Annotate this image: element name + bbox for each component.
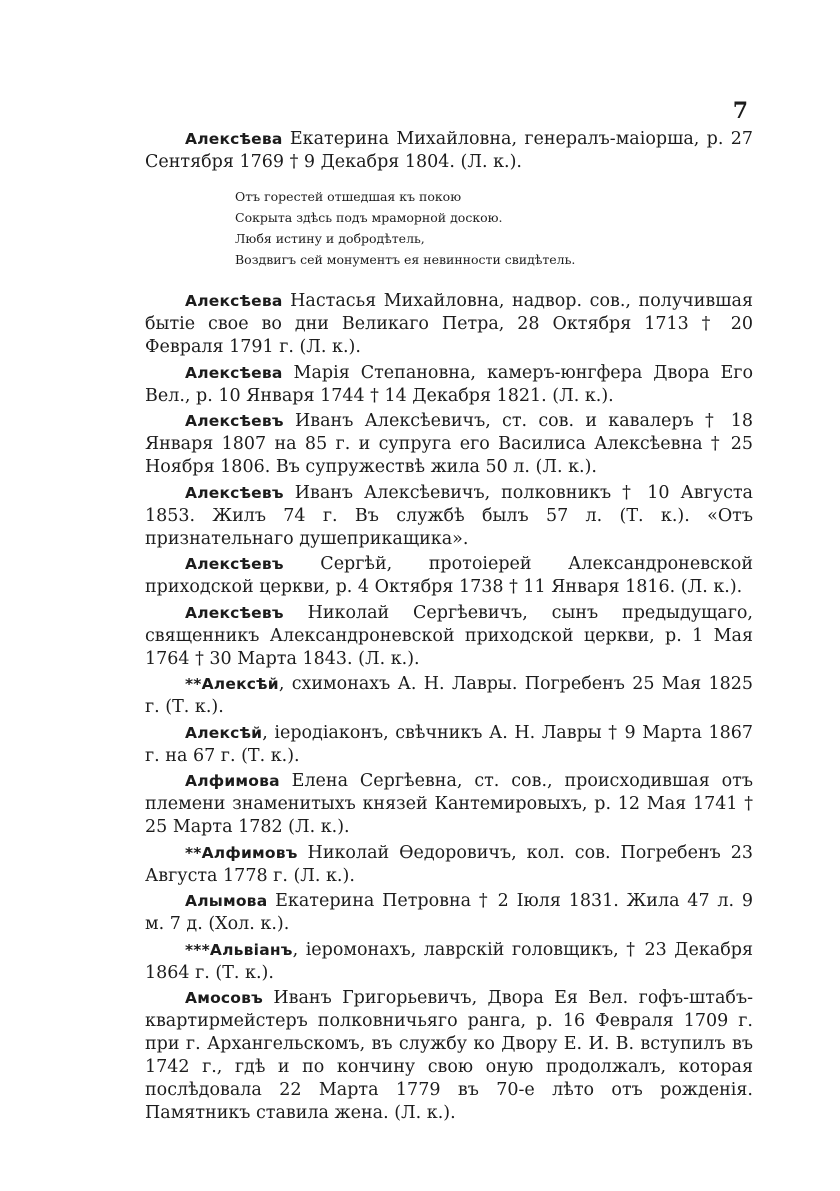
entry-alekseev-nikolai [145,602,753,671]
entry-alekseev-sergei [145,553,753,599]
entry-name: Алексѣевъ [185,483,284,502]
entry-aleksei-ierodiakon [145,722,753,768]
entry-alekseeva-maria [145,362,753,408]
entry-name: Амосовъ [185,989,264,1007]
page-content [145,128,753,1128]
entry-text: Екатерина Михайловна, генералъ-маіорша, р. 27 Сентября 1769 † 9 Декабря 1804. (Л. к.). [145,129,753,172]
entry-name: Алексѣевъ [185,412,284,430]
entry-text: Николай Сергѣевичъ, сынъ предыдущаго, священникъ Александроневской приходской церкви, р. 1 Мая 1764 † 30 Марта 1843. (Л. к.). [145,602,753,669]
entry-text: Иванъ Алексѣевичъ, полковникъ † 10 Августа 1853. Жилъ 74 г. Въ службѣ былъ 57 л. (Т. к.). «Отъ признательнаго душеприкащика». [145,482,753,549]
epitaph-line: Воздвигъ сей монументъ ея невинности свидѣтель. [235,252,576,267]
entry-text: , схимонахъ А. Н. Лавры. Погребенъ 25 Мая 1825 г. (Т. к.). [145,674,753,717]
entry-name: ***Альвіанъ [185,940,293,959]
entry-text: Настасья Михайловна, надвор. сов., получившая бытіе свое во дни Великаго Петра, 28 Октября 1713 † 20 Февраля 1791 г. (Л. к.). [145,291,753,357]
entry-name: Алексѣевъ [185,603,284,622]
entry-name: Алексѣй [185,723,263,742]
entry-alfimov-nikolai [145,842,753,888]
entry-alfimova-elena [145,770,753,839]
entry-alekseev-ivan-1 [145,410,753,479]
entry-name: Алексѣева [185,130,283,148]
entry-text: Сергѣй, протоіерей Александроневской приходской церкви, р. 4 Октября 1738 † 11 Января 1816. (Л. к.). [145,554,753,597]
entry-amosov-ivan [145,987,753,1125]
epitaph-line: Отъ горестей отшедшая къ покою [235,189,462,204]
epitaph-line: Любя истину и добродѣтель, [235,231,425,246]
entry-text: Николай Ѳедоровичъ, кол. сов. Погребенъ 23 Августа 1778 г. (Л. к.). [145,842,753,886]
entry-text: Марія Степановна, камеръ-юнгфера Двора Его Вел., р. 10 Января 1744 † 14 Декабря 1821. (Л. к.). [145,362,753,406]
entry-text: Елена Сергѣевна, ст. сов., происходившая отъ племени знаменитыхъ князей Кантемировыхъ, р. 12 Мая 1741 † 25 Марта 1782 (Л. к.). [145,771,753,837]
entry-text: , іеромонахъ, лаврскій головщикъ, † 23 Декабря 1864 г. (Т. к.). [145,939,753,983]
entry-text: Екатерина Петровна † 2 Іюля 1831. Жила 47 л. 9 м. 7 д. (Хол. к.). [145,891,753,934]
entry-name: Алексѣевъ [185,555,284,573]
entry-alymova-ekaterina [145,890,753,936]
entry-name: **Алексѣй [185,675,279,693]
entry-name: Алексѣева [185,292,283,310]
entry-text: Иванъ Алексѣевичъ, ст. сов. и кавалеръ † 18 Января 1807 на 85 г. и супруга его Василиса Алексѣевна † 25 Ноября 1806. Въ супружествѣ жила 50 л. (Л. к.). [145,411,753,477]
entry-alekseev-ivan-2 [145,482,753,551]
entry-name: Алексѣева [185,363,283,382]
entry-alvian [145,939,753,985]
epitaph-line: Сокрыта здѣсь подъ мраморной доскою. [235,210,503,225]
entry-text: Иванъ Григорьевичъ, Двора Ея Вел. гофъ-штабъ-квартирмейстеръ полковничьяго ранга, р. 16 Февраля 1709 г. при г. Архангельскомъ, въ службу ко Двору Е. И. В. вступилъ въ 1742 г., гдѣ и по кончину свою оную продолжалъ, которая послѣдовала 22 Марта 1779 въ 70-е лѣто отъ рожденія. Памятникъ ставила жена. (Л. к.). [145,988,753,1123]
page-number: 7 [732,98,748,124]
entry-name: **Алфимовъ [185,843,298,862]
entry-aleksei-skhimonakh [145,673,753,719]
entry-alekseeva-ekaterina [145,128,753,174]
epitaph [235,186,753,270]
entry-alekseeva-nastasya [145,290,753,359]
entry-text: , іеродіаконъ, свѣчникъ А. Н. Лавры † 9 Марта 1867 г. на 67 г. (Т. к.). [145,722,753,766]
entry-name: Алфимова [185,772,280,790]
entry-name: Алымова [185,892,268,910]
